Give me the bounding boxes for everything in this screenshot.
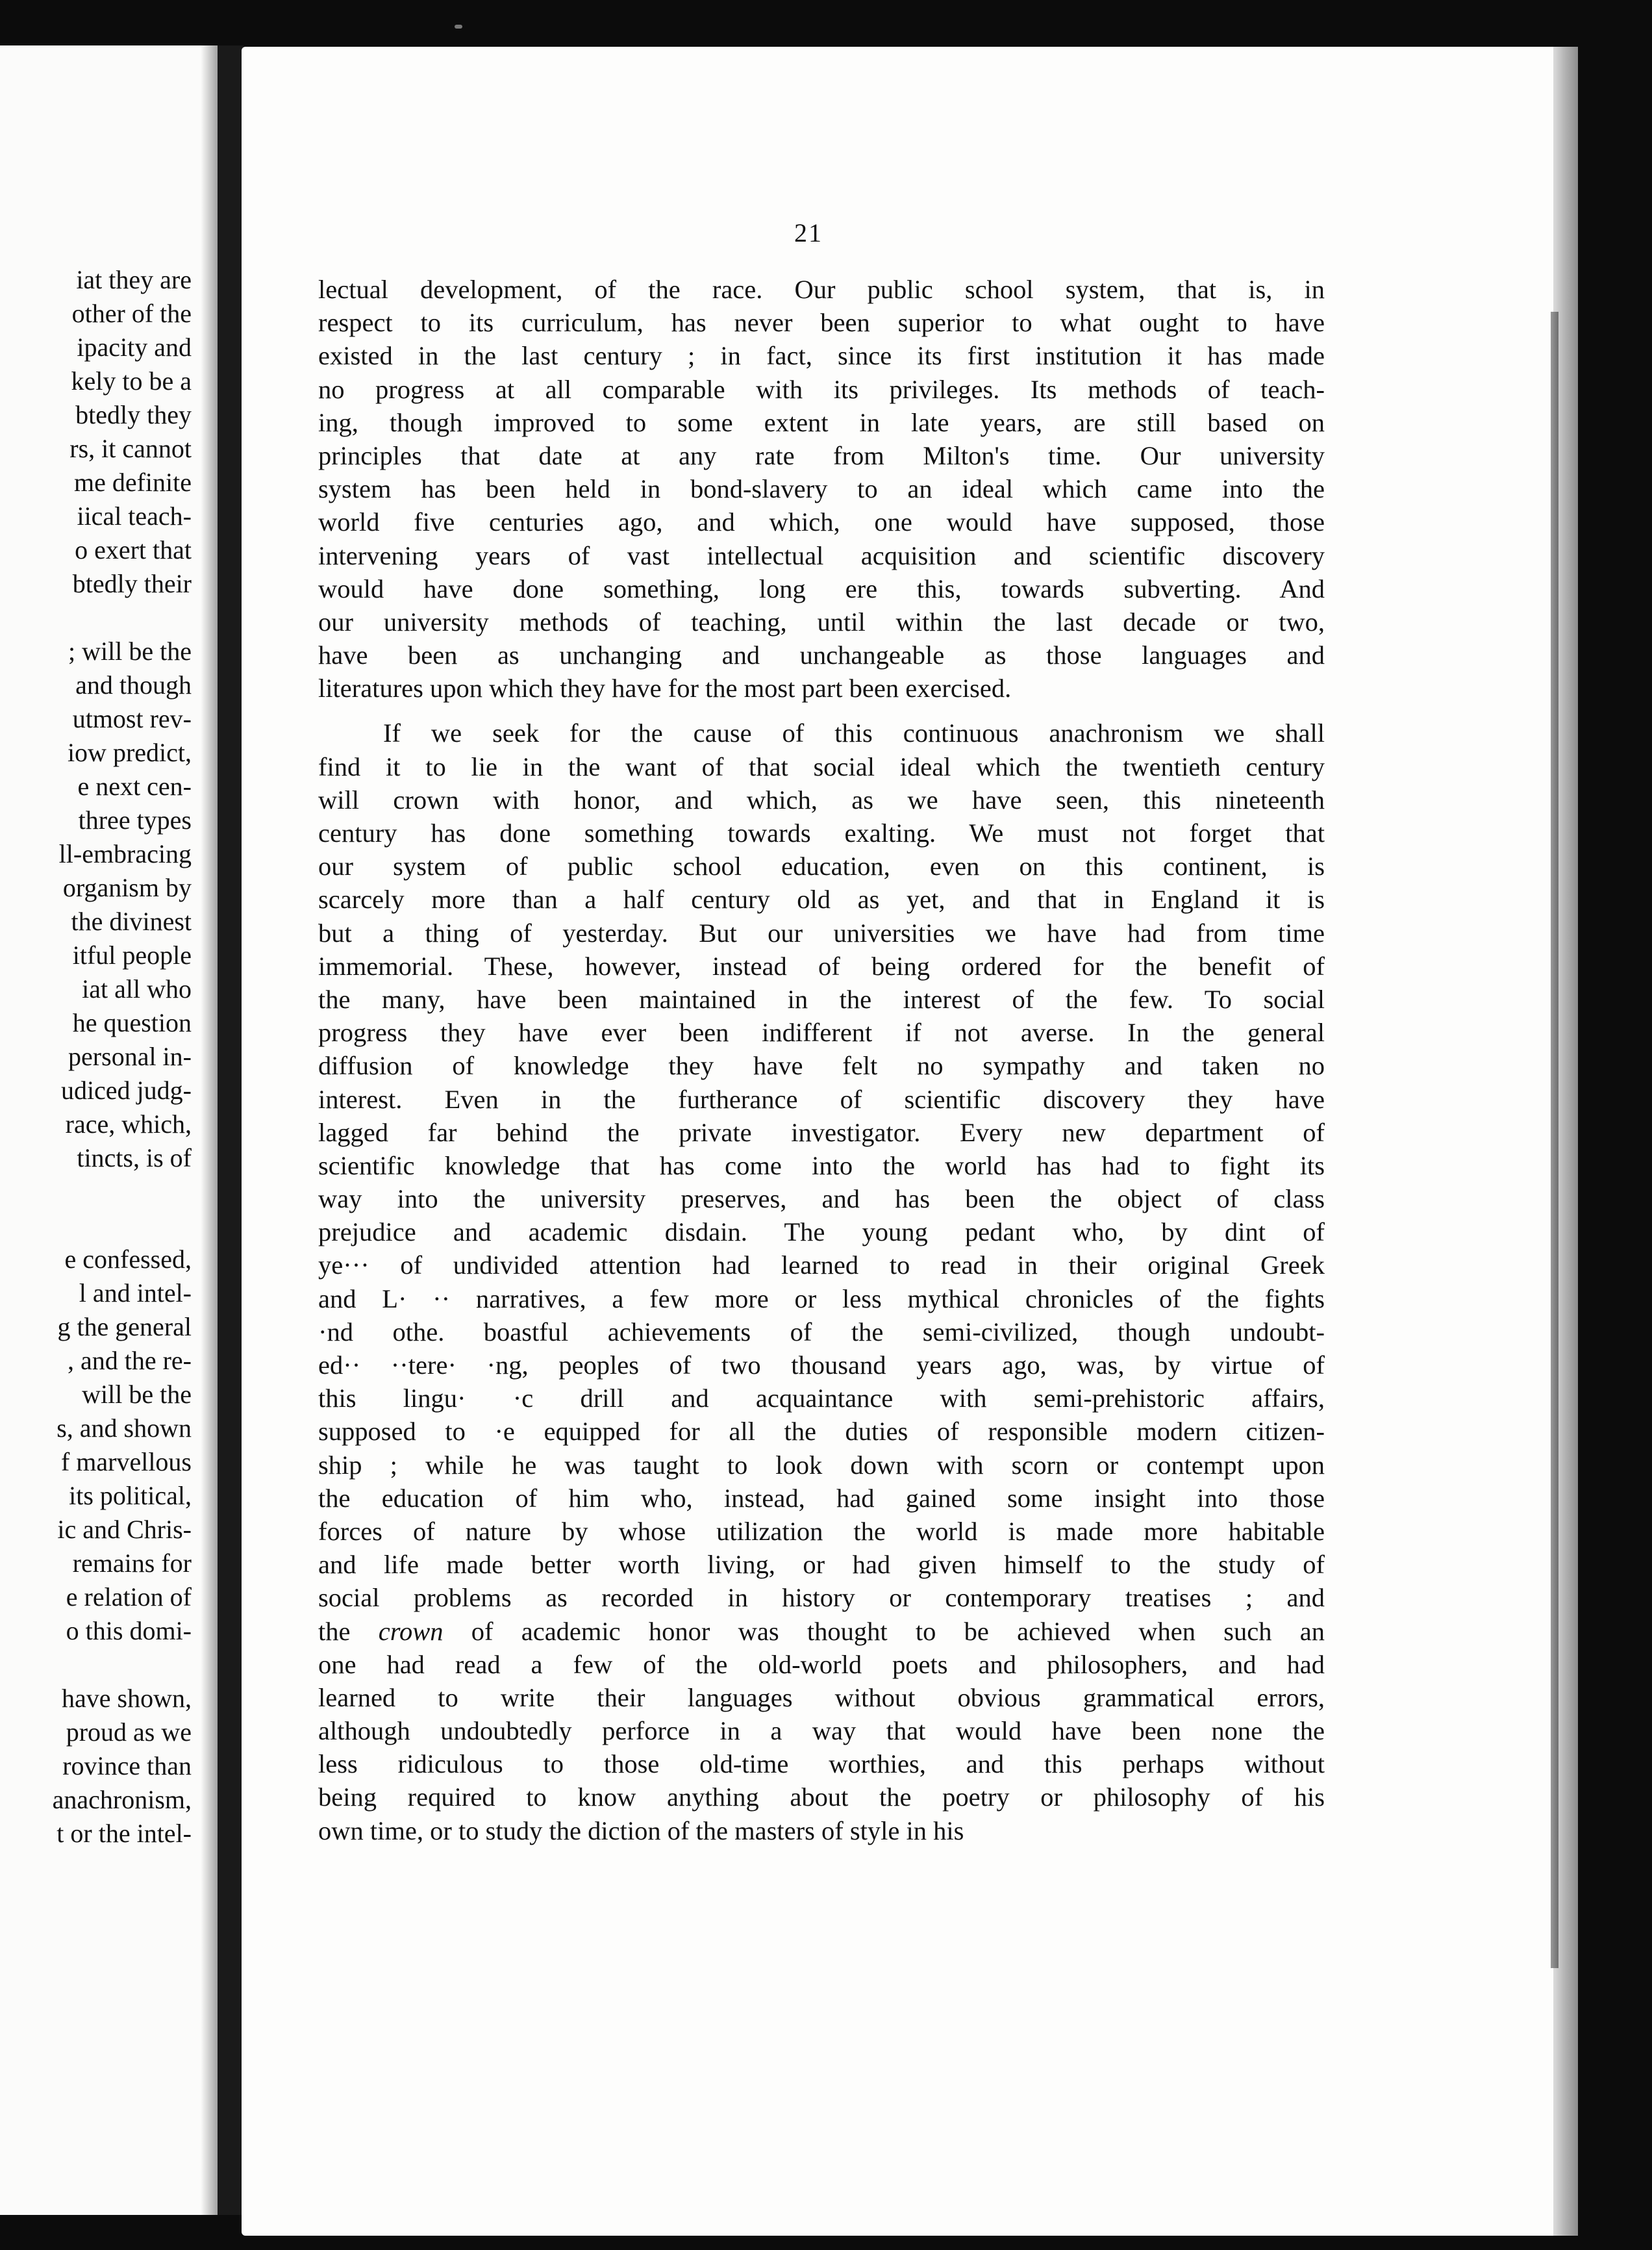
paragraph (318, 273, 1325, 705)
facing-page-line: me definite (73, 468, 192, 497)
facing-page-line: o exert that (75, 535, 192, 564)
text-line: principles that date at any rate from Milton's time. Our university (318, 440, 1325, 470)
page-edge-shadow (1551, 312, 1558, 1968)
text-line: find it to lie in the want of that social ideal which the twentieth century (318, 752, 1325, 781)
facing-page-line: t or the intel- (56, 1819, 192, 1848)
text-line: ed·· ··tere· ·ng, peoples of two thousand years ago, was, by virtue of (318, 1350, 1325, 1380)
text-line: and life made better worth living, or had given himself to the study of (318, 1550, 1325, 1580)
facing-page-line (0, 1209, 192, 1243)
facing-page-line: rovince than (62, 1751, 192, 1780)
facing-page-line: o this domi- (66, 1616, 192, 1645)
paragraph-gap (318, 705, 1325, 716)
text-line: intervening years of vast intellectual acquisition and scientific discovery (318, 540, 1325, 570)
facing-page-line: its political, (69, 1481, 192, 1510)
text-line: being required to know anything about the poetry or philosophy of his (318, 1782, 1325, 1812)
text-line: ing, though improved to some extent in late years, are still based on (318, 407, 1325, 437)
facing-page-line: iat all who (82, 974, 192, 1004)
facing-page-line (0, 1648, 192, 1682)
facing-page-line (0, 601, 192, 635)
scan-speck (455, 25, 462, 29)
facing-page-line: and though (75, 670, 192, 700)
book-gutter (218, 45, 244, 2215)
text-line: ·nd othe. boastful achievements of the semi-civilized, though undoubt- (318, 1317, 1325, 1346)
text-line: this lingu· ·c drill and acquaintance with semi-prehistoric affairs, (318, 1384, 1325, 1413)
facing-page-line: kely to be a (71, 366, 192, 396)
facing-page-line: btedly their (72, 569, 192, 598)
text-line: will crown with honor, and which, as we have seen, this nineteenth (318, 785, 1325, 815)
facing-page-line: itful people (72, 941, 192, 970)
facing-page-line: personal in- (68, 1042, 192, 1071)
text-line: our system of public school education, even on this continent, is (318, 852, 1325, 881)
text-line: supposed to ·e equipped for all the duties of responsible modern citizen- (318, 1417, 1325, 1447)
text-line: world five centuries ago, and which, one would have supposed, those (318, 507, 1325, 537)
facing-page-line: iical teach- (77, 501, 192, 531)
facing-page-line: , and the re- (67, 1346, 192, 1375)
facing-page-line: udiced judg- (60, 1076, 192, 1105)
text-line: immemorial. These, however, instead of being ordered for the benefit of (318, 951, 1325, 981)
facing-page-line: iow predict, (67, 738, 192, 767)
text-line: system has been held in bond-slavery to an ideal which came into the (318, 474, 1325, 504)
facing-page-line: other of the (71, 299, 192, 328)
facing-page-line: rs, it cannot (69, 434, 192, 463)
facing-page-line: have shown, (62, 1684, 192, 1713)
text-line: interest. Even in the furtherance of scientific discovery they have (318, 1084, 1325, 1114)
facing-page-line: the divinest (71, 907, 192, 936)
text-line: the many, have been maintained in the interest of the few. To social (318, 984, 1325, 1014)
body-text (318, 273, 1325, 1847)
facing-page-line (0, 1175, 192, 1209)
facing-page-line: anachronism, (52, 1785, 192, 1814)
text-line: but a thing of yesterday. But our universities we have had from time (318, 918, 1325, 948)
facing-page-line: l and intel- (79, 1278, 192, 1308)
facing-page-line: e confessed, (64, 1245, 192, 1274)
text-line: learned to write their languages without obvious grammatical errors, (318, 1682, 1325, 1712)
text-line: literatures upon which they have for the most part been exercised. (318, 674, 1012, 703)
text-line: less ridiculous to those old-time worthies, and this perhaps without (318, 1749, 1325, 1779)
facing-page-line: three types (78, 805, 192, 835)
text-line: century has done something towards exalting. We must not forget that (318, 818, 1325, 848)
paragraph (318, 716, 1325, 1847)
text-line: although undoubtedly perforce in a way that would have been none the (318, 1716, 1325, 1746)
facing-page-line: btedly they (75, 400, 192, 429)
text-line: social problems as recorded in history or contemporary treatises ; and (318, 1583, 1325, 1613)
facing-page-line: ipacity and (77, 333, 192, 362)
text-line: would have done something, long ere this, towards subverting. And (318, 574, 1325, 603)
text-line: the education of him who, instead, had gained some insight into those (318, 1483, 1325, 1513)
facing-page-line: ; will be the (68, 637, 192, 666)
page-number: 21 (794, 218, 823, 247)
facing-page-line: he question (72, 1008, 192, 1037)
text-line: prejudice and academic disdain. The young pedant who, by dint of (318, 1217, 1325, 1247)
facing-page-line: proud as we (66, 1717, 192, 1747)
facing-page-text (0, 263, 192, 1851)
text-line: forces of nature by whose utilization the world is made more habitable (318, 1516, 1325, 1546)
text-line: progress they have ever been indifferent if not averse. In the general (318, 1018, 1325, 1048)
facing-page-line: iat they are (76, 265, 192, 294)
text-line: the crown of academic honor was thought to be achieved when such an (318, 1616, 1325, 1646)
text-line: own time, or to study the diction of the masters of style in his (318, 1815, 964, 1845)
facing-page-line: e relation of (66, 1582, 192, 1612)
italic-word: crown (378, 1616, 444, 1646)
facing-page-line: f marvellous (60, 1447, 192, 1476)
text-line: have been as unchanging and unchangeable as those languages and (318, 640, 1325, 670)
facing-page-line: s, and shown (56, 1413, 192, 1443)
text-line: and L· ·· narratives, a few more or less mythical chronicles of the fights (318, 1283, 1325, 1313)
facing-page-line: e next cen- (77, 772, 192, 801)
text-line: ship ; while he was taught to look down with scorn or contempt upon (318, 1450, 1325, 1480)
text-line: lagged far behind the private investigator. Every new department of (318, 1117, 1325, 1147)
facing-page (0, 45, 218, 2215)
text-line: scarcely more than a half century old as yet, and that in England it is (318, 885, 1325, 915)
facing-page-line: ll-embracing (58, 839, 192, 868)
gutter-shadow (201, 45, 218, 2215)
text-line: no progress at all comparable with its privileges. Its methods of teach- (318, 374, 1325, 404)
facing-page-line: organism by (62, 873, 192, 902)
facing-page-line: remains for (72, 1548, 192, 1578)
text-line: ye··· of undivided attention had learned to read in their original Greek (318, 1250, 1325, 1280)
facing-page-line: ic and Chris- (57, 1515, 192, 1544)
text-line: way into the university preserves, and has been the object of class (318, 1184, 1325, 1214)
text-line: existed in the last century ; in fact, since its first institution it has made (318, 341, 1325, 371)
facing-page-line: utmost rev- (72, 704, 192, 733)
text-line: our university methods of teaching, until within the last decade or two, (318, 607, 1325, 637)
text-line: diffusion of knowledge they have felt no sympathy and taken no (318, 1051, 1325, 1081)
facing-page-line: race, which, (65, 1109, 192, 1139)
text-line: scientific knowledge that has come into the world has had to fight its (318, 1150, 1325, 1180)
facing-page-line: tincts, is of (77, 1143, 192, 1172)
text-line: one had read a few of the old-world poets and philosophers, and had (318, 1649, 1325, 1679)
facing-page-line: will be the (82, 1380, 192, 1409)
text-line: respect to its curriculum, has never been superior to what ought to have (318, 308, 1325, 338)
facing-page-line: g the general (57, 1312, 192, 1341)
text-line: If we seek for the cause of this continuous anachronism we shall (383, 718, 1325, 748)
text-line: lectual development, of the race. Our public school system, that is, in (318, 275, 1325, 304)
